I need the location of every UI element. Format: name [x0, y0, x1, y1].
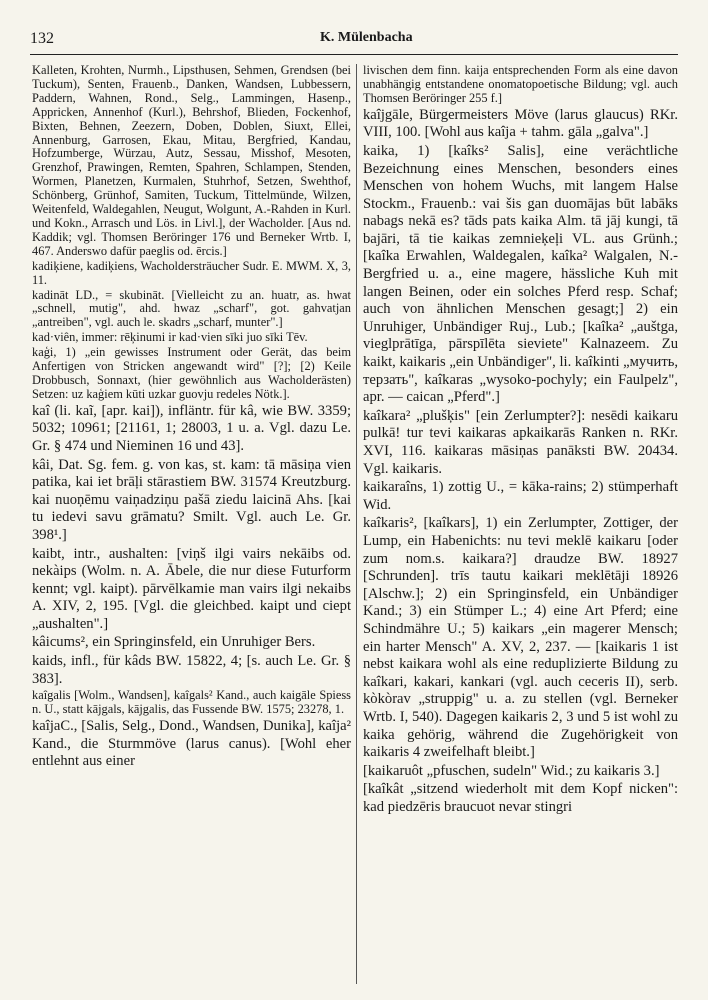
entry-kaigalis: kaîgalis [Wolm., Wandsen], kaîgals² Kand., auch kaigāle Spiess n. U., statt kājgals, kājgalis, das Fussende BW. 1575; 23278, 1.: [32, 688, 351, 717]
entry-kadinat: kadināt LD., = skubināt. [Vielleicht zu an. huatr, as. hwat „schnell, mutig", ahd. hwaz „scharf", got. gahvatjan „antreiben", vgl. auch le. skadrs „scharf, munter".]: [32, 287, 351, 330]
running-head: K. Mülenbacha: [320, 30, 413, 45]
entry-kaibt: kaibt, intr., aushalten: [viņš ilgi vairs nekāibs od. nekàips (Wolm. n. A. Ābele, die nur diese Futurform kennt; vgl. kaipt). pārvēlkamie man vairs ilgi nekaibs A. XIV, 2, 195. [Vgl. die gleichbed. kaipt und ciept „aushalten".]: [32, 545, 351, 632]
page-number: 132: [30, 30, 54, 47]
entry-kaija: kaîjaC., [Salis, Selg., Dond., Wandsen, Dunika], kaîja² Kand., die Sturmmöve (larus canus). [Wohl eher entlehnt aus einer: [32, 718, 351, 770]
entry-kaika: kaika, 1) [kaîks² Salis], eine verächtliche Bezeichnung eines Menschen, besonders eines Menschen von hohem Wuchs, mit langem Halse Stockm., Frauenb.: vai šis gan duomājas būt labāks nabags nekā es? tāds pats kaika Alm. tā jāj kungi, tā bajāri, tā tie kaikas zemnieķeļi VL. aus Grünh.; [kaîka Erwahlen, Waldegalen, kaîka² Walgalen, N.-Bergfried u. a., eine magere, hässliche Kuh mit langen Beinen, oder ein solches Pferd resp. Schaf; auch von ähnlichen Menschen gesagt;] 2) ein Unruhiger, Unbändiger Ruj., Lub.; [kaîka² „auštga, vieglprātīga, pārspīlēta sieviete" Kalnazeem. Zu kaikt, kaikaris „ein Unbändiger", li. kaîkinti „мучить, терзать", kaîkaras „wysoko-pochyly; ein Faulpelz", apr. — caican „Pferd".]: [363, 142, 678, 406]
entry-kaikara: kaîkara² „plušķis" [ein Zerlumpter?]: nesēdi kaikaru pulkā! tur tevi kaikaras apkaikarās Ranken n. RKr. XVI, 116. kaikaras māsiņas panāksti BW. 20434. Vgl. kaikaris.: [363, 407, 678, 477]
column-divider: [356, 64, 357, 984]
entry-continuation-kadikis: Kalleten, Krohten, Nurmh., Lipsthusen, Sehmen, Grendsen (bei Tuckum), Senten, Frauenb., Danken, Wandsen, Lubbessern, Paddern, Wahnen, Rond., Selg., Lammingen, Hasenp., Appricken, Annenhof (Kurl.), Behrshof, Blieden, Fockenhof, Bixten, Behnen, Zeezern, Doben, Doblen, Siuxt, Ellei, Annenburg, Garrosen, Ekau, Mitau, Bergfried, Kandau, Hofzumberge, Würzau, Autz, Sessau, Misshof, Mesoten, Grenzhof, Prawingen, Remten, Spahren, Schlampen, Stenden, Wormen, Planetzen, Kurmalen, Stuhrhof, Setzen, Swehthof, Schönberg, Grünhof, Samiten, Tuckum, Tittelmünde, Wilzen, Weitenfeld, Waldegahlen, Neugut, Wolgunt, A.-Rahden in Kurl. und Kokn., Arrasch und Lös. in Livl.], der Wacholder. [Aus nd. Kaddik; vgl. Thomsen Beröringer 176 und Berneker Wrtb. I, 467. Anderswo dafür paeglis od. ērcis.]: [32, 63, 351, 258]
entry-kaikarains: kaikaraîns, 1) zottig U., = kāka-rains; 2) stümperhaft Wid.: [363, 479, 678, 513]
entry-kai: kaî (li. kaĩ, [apr. kai]), infläntr. für kâ, wie BW. 3359; 5032; 10961; [21161, 1; 28003, 1 u. a. Vgl. dazu Le. Gr. § 474 und Nieminen 16 und 43].: [32, 402, 351, 454]
entry-continuation-kaija: livischen dem finn. kaija entsprechenden Form als eine davon unabhängig entstandene onomatopoetische Bildung; vgl. auch Thomsen Beröringer 255 f.]: [363, 63, 678, 105]
page-header: [30, 30, 678, 55]
entry-kaijgale: kaîjgāle, Bürgermeisters Möve (larus glaucus) RKr. VIII, 100. [Wohl aus kaîja + tahm. gāla „galva".]: [363, 106, 678, 141]
entry-kadikiene: kadiķiene, kadiķiens, Wacholdersträucher Sudr. E. MWM. X, 3, 11.: [32, 258, 351, 287]
entry-kaikaruot: [kaikaruôt „pfuschen, sudeln" Wid.; zu kaikaris 3.]: [363, 762, 660, 779]
entry-kaicums: kâicums², ein Springinsfeld, ein Unruhiger Bers.: [32, 634, 316, 651]
entry-kai-dat: kâi, Dat. Sg. fem. g. von kas, st. kam: tā māsiņa vien patika, kai iet brāļi stārastiem BW. 31574 Kreutzburg. kai nuoņēmu vaiņadziņu pašā ziedu laicinā Ahs. [kai tu iedevi savu grāmatu? Smilt. Vgl. auch Le. Gr. 398¹.]: [32, 456, 351, 543]
entry-kagi: kaģi, 1) „ein gewisses Instrument oder Gerät, das beim Anfertigen von Stricken angewandt wird" [?]; [2) Keile Drobbusch, Sonnaxt, (hier gewöhnlich aus Wacholderästen) Setzen: uz kaģiem kūti uzkar guovju redeles Nötk.].: [32, 345, 351, 401]
left-column: [32, 64, 351, 772]
entry-kaids: kaids, infl., für kâds BW. 15822, 4; [s. auch Le. Gr. § 383].: [32, 653, 351, 687]
entry-kaikaris: kaîkaris², [kaîkars], 1) ein Zerlumpter, Zottiger, der Lump, ein Habenichts: nu tevi meklē kaikaru [oder zum nom.s. kaikara?] draudze BW. 18927 [Schrunden]. trīs tautu kaikari meklētāji 18926 [Alschw.]; 2) ein Springinsfeld, ein Unbändiger Kand.; 3) ein Stümper L.; 4) eine Art Pferd; eine Schindmähre U.; 5) kaikars „ein magerer Mensch; ein harter Mensch" A. XV, 2, 237. — [kaikaris 1 ist nebst kaikara wohl als eine reduplizierte Bildung zu kaîkari, kakari, kankari (vgl. auch ceceris II), serb. kòkòrav „struppig" u. a. zu stellen (vgl. Berneker Wrtb. I, 540). Dagegen kaikaris 2, 3 und 5 ist wohl zu kaika gehörig, während die Zugehörigkeit von kaikaris 4 zweifelhaft bleibt.]: [363, 515, 678, 761]
entry-kaikat: [kaîkât „sitzend wiederholt mit dem Kopf nicken": kad piedzēris braucuot nevar stingri: [363, 781, 678, 815]
entry-kadvien: kad·viên, immer: rēķinumi ir kad·vien sīki juo sīki Tēv.: [32, 330, 308, 345]
right-column: [363, 64, 678, 817]
